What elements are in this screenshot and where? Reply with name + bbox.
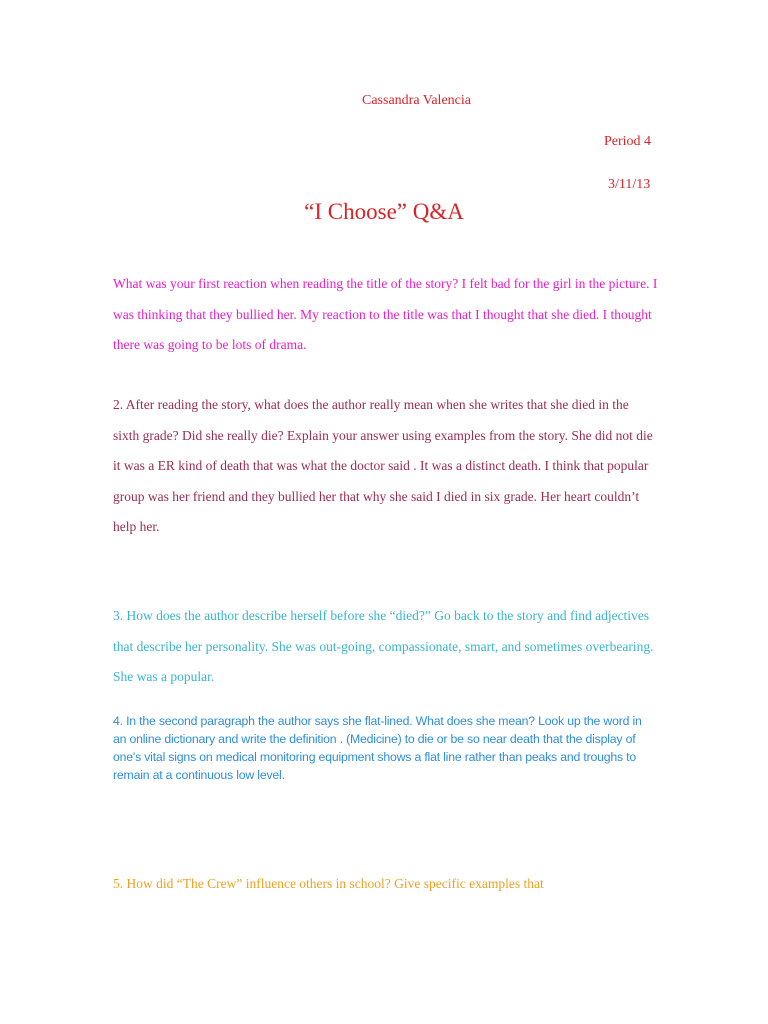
class-period: Period 4 <box>604 134 652 149</box>
document-title: “I Choose” Q&A <box>304 199 464 224</box>
question-3-paragraph: 3. How does the author describe herself before she “died?” Go back to the story and find adjectives that describe her personality. She was out-going, compassionate, smart, and sometimes overbearing. She was a popular. <box>113 608 654 684</box>
question-4-paragraph: 4. In the second paragraph the author says she flat-lined. What does she mean? Look up the word in an online dictionary and write the definition . (Medicine) to die or be so near death that the display of one's vital signs on medical monitoring equipment shows a flat line rather than peaks and troughs to remain at a continuous low level. <box>113 714 642 782</box>
question-5-paragraph: 5. How did “The Crew” influence others in school? Give specific examples that <box>113 876 544 891</box>
document-date: 3/11/13 <box>608 177 651 192</box>
question-1-paragraph: What was your first reaction when reading the title of the story? I felt bad for the girl in the picture. I was thinking that they bullied her. My reaction to the title was that I thought that she died. I thought there was going to be lots of drama. <box>113 276 658 352</box>
author-name: Cassandra Valencia <box>362 93 471 108</box>
question-2-paragraph: 2. After reading the story, what does the author really mean when she writes that she died in the sixth grade? Did she really die? Explain your answer using examples from the story. She did not die it was a ER kind of death that was what the doctor said . It was a distinct death. I think that popular group was her friend and they bullied her that why she said I died in six grade. Her heart couldn’t help her. <box>113 397 653 534</box>
